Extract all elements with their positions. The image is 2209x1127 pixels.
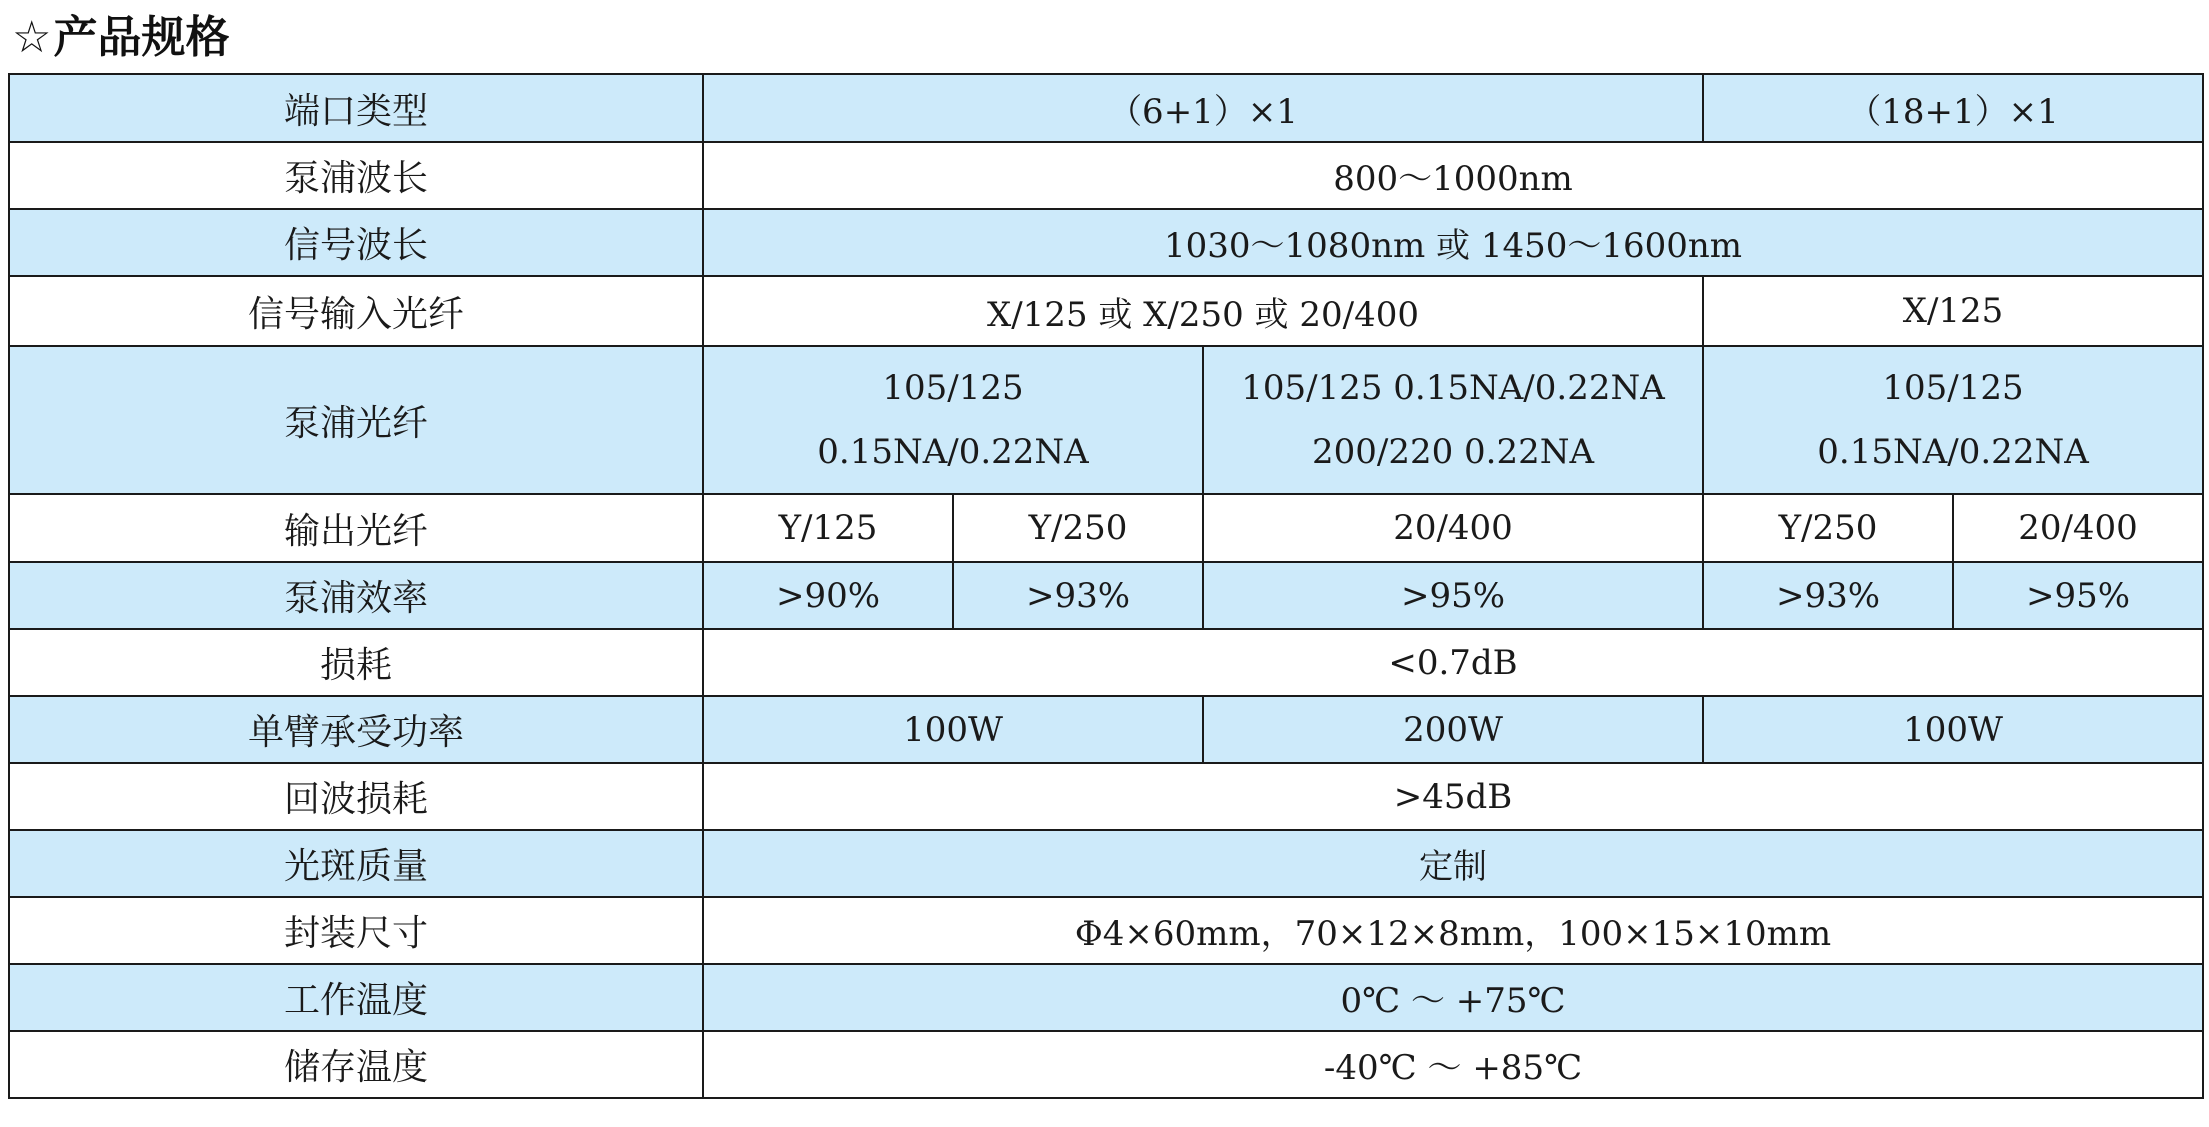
pump-efficiency-value-2: >93%: [953, 562, 1203, 629]
pump-fiber-value-2-line-1: 105/125 0.15NA/0.22NA: [1241, 368, 1665, 408]
row-single-arm-power: [9, 696, 2203, 763]
row-output-fiber: [9, 494, 2203, 562]
output-fiber-value-1: Y/125: [703, 494, 953, 562]
package-size-value: Φ4×60mm，70×12×8mm，100×15×10mm: [703, 897, 2203, 964]
loss-label: 损耗: [9, 629, 703, 696]
page-title: [12, 12, 229, 64]
spec-table: [8, 73, 2204, 1099]
package-size-label: 封装尺寸: [9, 897, 703, 964]
pump-fiber-value-3-line-1: 105/125: [1882, 368, 2024, 408]
return-loss-label: 回波损耗: [9, 763, 703, 830]
operating-temp-value: 0℃ ～ +75℃: [703, 964, 2203, 1031]
beam-quality-label: 光斑质量: [9, 830, 703, 897]
row-pump-fiber: [9, 346, 2203, 494]
row-storage-temp: [9, 1031, 2203, 1098]
pump-fiber-value-2: [1203, 346, 1703, 494]
port-type-label: 端口类型: [9, 74, 703, 142]
row-loss: [9, 629, 2203, 696]
signal-wavelength-label: 信号波长: [9, 209, 703, 276]
pump-fiber-value-1-line-2: 0.15NA/0.22NA: [817, 432, 1089, 472]
output-fiber-value-4: Y/250: [1703, 494, 1953, 562]
single-arm-power-value-3: 100W: [1703, 696, 2203, 763]
pump-wavelength-value: 800～1000nm: [703, 142, 2203, 209]
signal-input-fiber-value-2: X/125: [1703, 276, 2203, 346]
row-port-type: [9, 74, 2203, 142]
pump-fiber-value-1: [703, 346, 1203, 494]
row-operating-temp: [9, 964, 2203, 1031]
row-signal-wavelength: [9, 209, 2203, 276]
output-fiber-value-2: Y/250: [953, 494, 1203, 562]
pump-fiber-label: 泵浦光纤: [9, 346, 703, 494]
output-fiber-value-3: 20/400: [1203, 494, 1703, 562]
page-title-text: 产品规格: [53, 12, 230, 63]
pump-efficiency-value-4: >93%: [1703, 562, 1953, 629]
single-arm-power-value-1: 100W: [703, 696, 1203, 763]
pump-fiber-value-1-line-1: 105/125: [882, 368, 1024, 408]
signal-wavelength-value: 1030～1080nm 或 1450～1600nm: [703, 209, 2203, 276]
storage-temp-value: -40℃ ～ +85℃: [703, 1031, 2203, 1098]
single-arm-power-label: 单臂承受功率: [9, 696, 703, 763]
star-icon: ☆: [12, 12, 52, 63]
pump-efficiency-value-1: >90%: [703, 562, 953, 629]
port-type-value-2: （18+1）×1: [1703, 74, 2203, 142]
pump-fiber-value-3: [1703, 346, 2203, 494]
row-package-size: [9, 897, 2203, 964]
output-fiber-value-5: 20/400: [1953, 494, 2203, 562]
row-return-loss: [9, 763, 2203, 830]
pump-wavelength-label: 泵浦波长: [9, 142, 703, 209]
row-beam-quality: [9, 830, 2203, 897]
loss-value: <0.7dB: [703, 629, 2203, 696]
output-fiber-label: 输出光纤: [9, 494, 703, 562]
return-loss-value: >45dB: [703, 763, 2203, 830]
operating-temp-label: 工作温度: [9, 964, 703, 1031]
port-type-value-1: （6+1）×1: [703, 74, 1703, 142]
single-arm-power-value-2: 200W: [1203, 696, 1703, 763]
pump-fiber-value-2-line-2: 200/220 0.22NA: [1311, 432, 1595, 472]
storage-temp-label: 储存温度: [9, 1031, 703, 1098]
pump-efficiency-value-5: >95%: [1953, 562, 2203, 629]
pump-efficiency-label: 泵浦效率: [9, 562, 703, 629]
row-signal-input-fiber: [9, 276, 2203, 346]
signal-input-fiber-label: 信号输入光纤: [9, 276, 703, 346]
beam-quality-value: 定制: [703, 830, 2203, 897]
signal-input-fiber-value-1: X/125 或 X/250 或 20/400: [703, 276, 1703, 346]
pump-fiber-value-3-line-2: 0.15NA/0.22NA: [1817, 432, 2089, 472]
row-pump-wavelength: [9, 142, 2203, 209]
pump-efficiency-value-3: >95%: [1203, 562, 1703, 629]
row-pump-efficiency: [9, 562, 2203, 629]
